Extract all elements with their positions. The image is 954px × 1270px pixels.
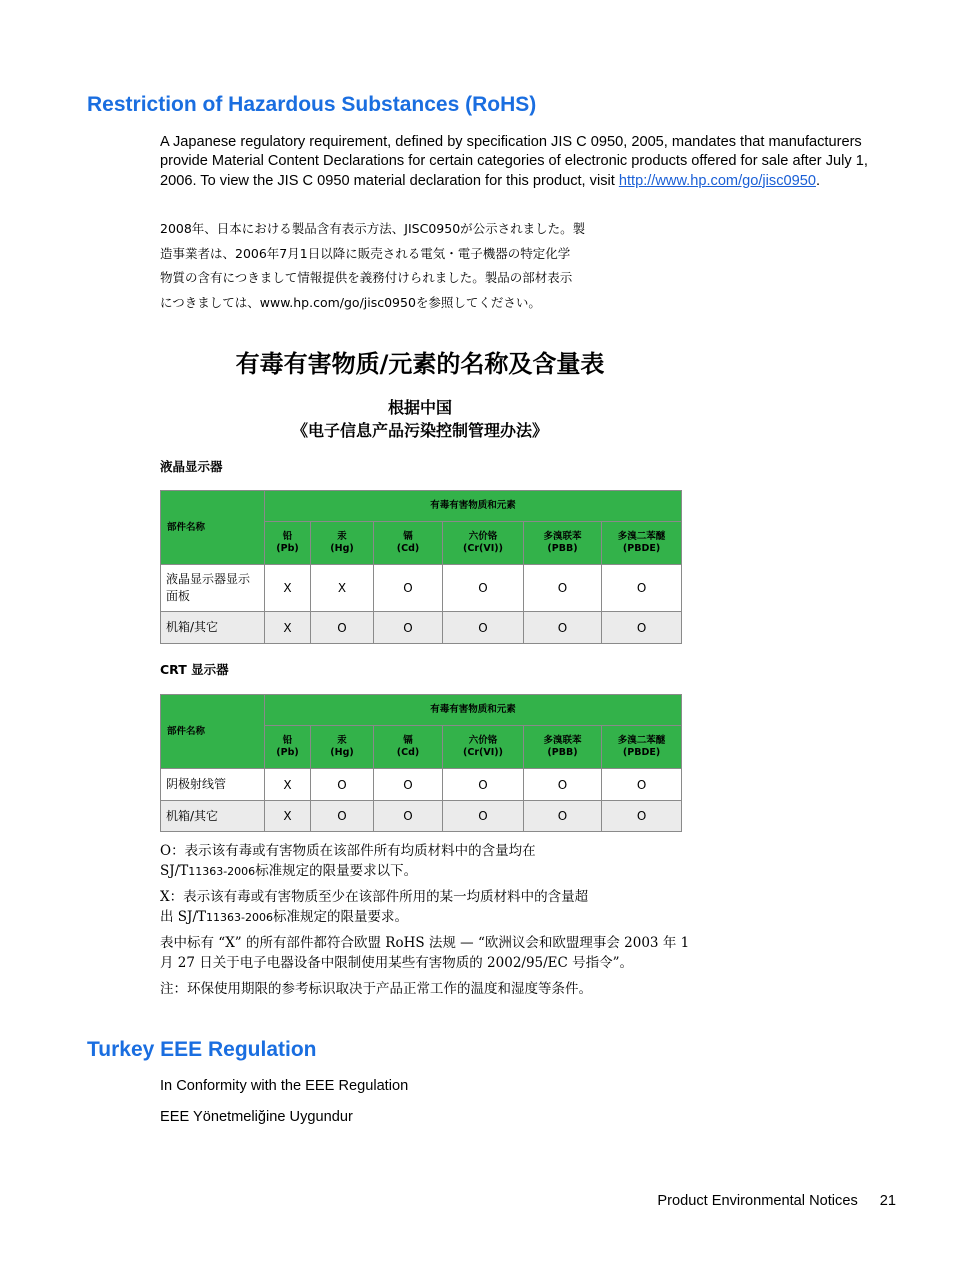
rohs-paragraph xyxy=(160,133,870,191)
japanese-line: 2008年、日本における製品含有表示方法、JISC0950が公示されました。製 xyxy=(160,221,586,236)
column-header: 铅 (Pb) xyxy=(265,726,311,769)
japanese-line: 造事業者は、2006年7月1日以降に販売される電気・電子機器の特定化学 xyxy=(160,245,571,261)
column-header: 六价铬 (Cr(VI)) xyxy=(443,726,524,769)
value-cell: X xyxy=(265,612,311,644)
note-o: O：表示该有毒或有害物质在该部件所有均质材料中的含量均在 SJ/T11363-2006标准规定的限量要求以下。 xyxy=(160,843,536,879)
table-row xyxy=(161,769,682,801)
value-cell: O xyxy=(374,769,443,801)
note-x: X：表示该有毒或有害物质至少在该部件所用的某一均质材料中的含量超 出 SJ/T11363-2006标准规定的限量要求。 xyxy=(160,889,589,925)
part-header: 部件名称 xyxy=(161,491,265,565)
value-cell: X xyxy=(311,565,374,612)
page-number: 21 xyxy=(879,1193,896,1209)
lcd-table-caption: 液晶显示器 xyxy=(160,459,223,474)
value-cell: O xyxy=(311,769,374,801)
chinese-subtitle-1: 根据中国 xyxy=(387,398,452,417)
turkey-line-2: EEE Yönetmeliğine Uygundur xyxy=(160,1109,353,1125)
value-cell: X xyxy=(265,769,311,801)
japanese-line: 物質の含有につきまして情報提供を義務付けられました。製品の部材表示 xyxy=(160,270,573,285)
rohs-paragraph-end: . xyxy=(815,172,821,189)
page-footer xyxy=(657,1193,896,1209)
table-notes xyxy=(160,842,690,1007)
value-cell: O xyxy=(602,769,682,801)
value-cell: O xyxy=(311,612,374,644)
part-header: 部件名称 xyxy=(161,695,265,769)
jisc-link[interactable]: http://www.hp.com/go/jisc0950 xyxy=(618,172,816,189)
group-header: 有毒有害物质和元素 xyxy=(265,695,682,726)
column-header: 铅 (Pb) xyxy=(265,522,311,565)
value-cell: O xyxy=(602,612,682,644)
part-cell: 机箱/其它 xyxy=(161,801,265,832)
part-cell: 机箱/其它 xyxy=(161,612,265,644)
value-cell: O xyxy=(443,769,524,801)
note-eu-compliance: 表中标有 “X” 的所有部件都符合欧盟 RoHS 法规 — “欧洲议会和欧盟理事会 2003 年 1 月 27 日关于电子电器设备中限制使用某些有害物质的 2002/95/EC 号指令”。 xyxy=(160,935,690,971)
column-header: 镉 (Cd) xyxy=(374,522,443,565)
turkey-line-1: In Conformity with the EEE Regulation xyxy=(160,1078,409,1094)
value-cell: O xyxy=(443,612,524,644)
column-header: 多溴联苯 (PBB) xyxy=(524,726,602,769)
footer-label: Product Environmental Notices xyxy=(657,1193,858,1209)
part-cell: 阴极射线管 xyxy=(161,769,265,801)
group-header: 有毒有害物质和元素 xyxy=(265,491,682,522)
value-cell: O xyxy=(374,801,443,832)
value-cell: O xyxy=(602,565,682,612)
rohs-heading: Restriction of Hazardous Substances (RoHS) xyxy=(87,93,537,116)
value-cell: O xyxy=(443,801,524,832)
value-cell: O xyxy=(374,612,443,644)
part-cell: 液晶显示器显示面板 xyxy=(161,565,265,612)
column-header: 汞 (Hg) xyxy=(311,726,374,769)
column-header: 多溴二苯醚 (PBDE) xyxy=(602,726,682,769)
note-environment: 注：环保使用期限的参考标识取决于产品正常工作的温度和湿度等条件。 xyxy=(160,981,592,997)
table-row xyxy=(161,801,682,832)
value-cell: O xyxy=(524,769,602,801)
value-cell: O xyxy=(524,612,602,644)
value-cell: O xyxy=(602,801,682,832)
rohs-paragraph-text: A Japanese regulatory requirement, defined by specification JIS C 0950, 2005, mandates that manufacturers provide Material Content Declarations for certain categories of electronic products offered for sale after July 1, 2006. To view the JIS C 0950 material declaration for this product, visit xyxy=(160,134,868,189)
turkey-heading: Turkey EEE Regulation xyxy=(87,1038,317,1061)
chinese-table-title: 有毒有害物质/元素的名称及含量表 xyxy=(235,350,605,378)
value-cell: X xyxy=(265,801,311,832)
column-header: 镉 (Cd) xyxy=(374,726,443,769)
lcd-substance-table xyxy=(160,490,682,644)
value-cell: X xyxy=(265,565,311,612)
crt-table-caption: CRT 显示器 xyxy=(160,662,229,677)
column-header: 多溴二苯醚 (PBDE) xyxy=(602,522,682,565)
column-header: 多溴联苯 (PBB) xyxy=(524,522,602,565)
value-cell: O xyxy=(524,565,602,612)
value-cell: O xyxy=(524,801,602,832)
value-cell: O xyxy=(443,565,524,612)
japanese-line: につきましては、www.hp.com/go/jisc0950を参照してください。 xyxy=(160,294,541,310)
column-header: 汞 (Hg) xyxy=(311,522,374,565)
crt-substance-table xyxy=(160,694,682,832)
column-header: 六价铬 (Cr(VI)) xyxy=(443,522,524,565)
japanese-paragraph xyxy=(160,217,630,315)
value-cell: O xyxy=(311,801,374,832)
table-row xyxy=(161,565,682,612)
value-cell: O xyxy=(374,565,443,612)
chinese-subtitle-2: 《电子信息产品污染控制管理办法》 xyxy=(291,421,548,440)
table-row xyxy=(161,612,682,644)
